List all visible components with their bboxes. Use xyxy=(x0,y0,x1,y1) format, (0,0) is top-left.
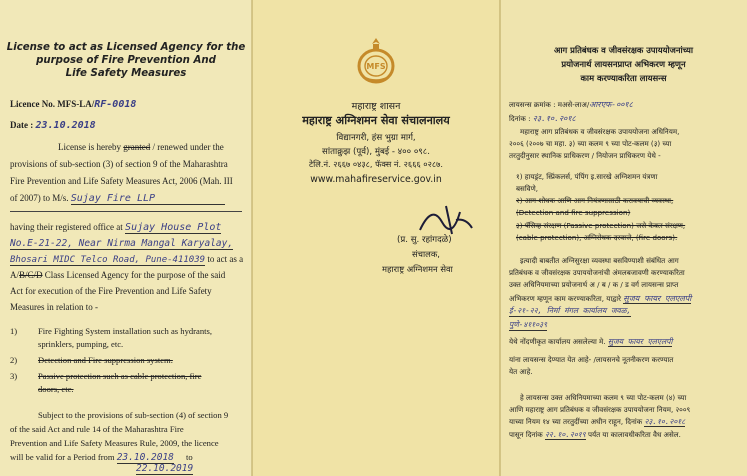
marathi-address-hand-1: ई-२१-२२, निर्मा मंगल कार्यालय जवळ, xyxy=(509,306,632,315)
office-post: to act as a xyxy=(207,254,244,264)
address-hand-1: Sujay House Plot xyxy=(125,222,222,233)
para1-line4 xyxy=(10,193,225,204)
marathi-item-1b: बसविणे, xyxy=(516,184,539,193)
marathi-from-date: २३.१०.२०१८ xyxy=(644,417,686,426)
marathi-item-2: २) आग-शोधक आणि आग नियंत्रणासाठी करावयाची व्यवस्था, xyxy=(516,196,674,205)
marathi-company-hand-2: सुजय फायर एलएलपी xyxy=(607,337,673,346)
fold-line-right xyxy=(499,0,501,476)
fold-line-left xyxy=(251,0,253,476)
marathi-date-row xyxy=(509,113,576,124)
address-hand-3: Bhosari MIDC Telco Road, Pune-411039 xyxy=(10,255,206,265)
company-name-hand: Sujay Fire LLP xyxy=(71,193,225,205)
office-label: having their registered office at xyxy=(10,222,123,232)
item-2-num: 2) xyxy=(10,355,18,365)
act-line: Act for execution of the Fire Prevention and Life Safety xyxy=(10,286,212,296)
subject-line2: of the said Act and rule 14 of the Maharashtra Fire xyxy=(10,424,184,434)
marathi-grant-line2: येत आहे. xyxy=(509,367,533,376)
fire-service-emblem-icon xyxy=(354,34,398,86)
marathi-licence-value: आरएफ-००१८ xyxy=(589,100,633,109)
marathi-para3-line2: आणि महाराष्ट्र आग प्रतिबंधक व जीवसंरक्षक उपाययोजना नियम, २००९ xyxy=(509,405,691,414)
marathi-item-3b: (cable protection), अग्निरोधक दरवाजे, (fire doors). xyxy=(516,233,678,242)
marathi-para1-line3: तरतुदीनुसार स्थानिक प्राधिकरण / नियोजन प्राधिकरण येथे - xyxy=(509,151,661,160)
validity-label: will be valid for a Period from xyxy=(10,452,115,462)
phone-line: टेलि.नं. २६६७ ०४३८, फॅक्स नं. २६६६ ०२८७. xyxy=(309,159,443,169)
marathi-company-hand: सुजय फायर एलएलपी xyxy=(623,294,692,303)
item-1-line2: sprinklers, pumping, etc. xyxy=(38,339,124,349)
marathi-item-2b: (Detection and fire suppression) xyxy=(516,208,631,217)
item-3-line1: Passive protection such as cable protection, fire xyxy=(38,371,202,381)
class-struck: B/C/D xyxy=(19,270,43,280)
measures-line: Measures in relation to - xyxy=(10,302,98,312)
subject-line1: Subject to the provisions of sub-section (4) of section 9 xyxy=(38,410,229,420)
para1-line1 xyxy=(58,142,224,152)
subject-line3: Prevention and Life Safety Measures Rule, 2009, the licence xyxy=(10,438,219,448)
marathi-date-label: दिनांक : xyxy=(509,114,531,123)
licence-date-row xyxy=(10,120,96,131)
validity-row xyxy=(10,452,193,463)
marathi-title-2: प्रयोजनार्थ लायसनप्राप्त अभिकरण म्हणून xyxy=(561,59,686,69)
item-3-line2: doors, etc. xyxy=(38,384,74,394)
item-2-line1: Detection and Fire suppression system. xyxy=(38,355,173,365)
directorate-line: महाराष्ट्र अग्निशमन सेवा संचालनालय xyxy=(302,114,450,127)
item-1-line1: Fire Fighting System installation such as hydrants, xyxy=(38,326,213,336)
licence-number-label: Licence No. MFS-LA/ xyxy=(10,99,95,109)
marathi-para2-line2: प्रतिबंधक व जीवसंरक्षक उपाययोजनांची अंमलबजावणी करण्याकरिता xyxy=(509,268,685,277)
licence-title-line1: License to act as Licensed Agency for the xyxy=(6,42,246,53)
marathi-licence-row xyxy=(509,99,633,110)
blank-line xyxy=(10,211,242,212)
marathi-para2-line1: इत्यादी बाबतीत अग्निसुरक्षा व्यवस्था बसविण्याशी संबंधित आग xyxy=(520,256,679,265)
licence-number-row xyxy=(10,99,136,110)
designation-2: महाराष्ट्र अग्निशमन सेवा xyxy=(382,264,453,274)
marathi-grant-line1: यांना लायसन्स देण्यात येत आहे- /लायसनचे नूतनीकरण करण्यात xyxy=(509,355,674,364)
letterhead-panel xyxy=(252,0,500,476)
class-line xyxy=(10,270,225,280)
marathi-para3-line3-text: याच्या नियम १४ च्या तरतुदींच्या अधीन राहून, दिनांक xyxy=(509,417,643,426)
class-text: Class Licensed Agency for the purpose of the said xyxy=(44,270,226,280)
office-row xyxy=(10,222,221,233)
marathi-office-row xyxy=(509,337,672,347)
licence-title-line3: Life Safety Measures xyxy=(65,68,187,79)
marathi-title-1: आग प्रतिबंधक व जीवसंरक्षक उपाययोजनांच्या xyxy=(553,45,693,55)
address-row-3 xyxy=(10,254,243,265)
marathi-para1-line1: महाराष्ट्र आग प्रतिबंधक व जीवसंरक्षक उपाययोजना अधिनियम, xyxy=(520,127,680,136)
marathi-title-3: काम करण्याकरिता लायसन्स xyxy=(580,73,667,83)
class-a: A/ xyxy=(10,270,19,280)
address-hand-2: No.E-21-22, Near Nirma Mangal Karyalay, xyxy=(10,238,234,249)
marathi-last-line xyxy=(509,430,681,440)
para1-text: License is hereby xyxy=(58,142,121,152)
marathi-last-line-post: पर्यंत या कालावधीकरिता वैध असेल. xyxy=(587,430,681,439)
licence-number-value: RF-0018 xyxy=(94,99,137,110)
marathi-licence-panel xyxy=(500,0,747,476)
emblem-text: MFS xyxy=(366,62,386,71)
marathi-para3-line1: हे लायसन्स उक्त अधिनियमाच्या कलम ९ च्या पोट-कलम (४) च्या xyxy=(520,393,687,402)
address-line2: सांताक्रुझ (पूर्व), मुंबई - ४०० ०९८. xyxy=(322,147,430,157)
marathi-office-label: येथे नोंदणीकृत कार्यालय असलेल्या मे. xyxy=(509,337,606,346)
marathi-to-date: २२.१०.२०१९ xyxy=(544,430,586,439)
to-label: to xyxy=(186,452,193,462)
website-link[interactable]: www.mahafireservice.gov.in xyxy=(310,174,442,185)
marathi-para2-line4-text: अभिकरण म्हणून काम करण्याकरिता, याद्वारे xyxy=(509,294,622,303)
para1-line4-label: of 2007) to M/s. xyxy=(10,193,69,203)
marathi-para1-line2: २००६ (२००७ चा महा. ३) च्या कलम ९ च्या पोट-कलम (३) च्या xyxy=(509,139,672,148)
designation-1: संचालक, xyxy=(412,249,440,259)
granted-struck: granted xyxy=(123,142,151,152)
marathi-para2-line4 xyxy=(509,293,691,304)
address-line1: विद्यानगरी, हंस भुग्रा मार्ग, xyxy=(336,133,416,143)
marathi-licence-label: लायसन्स क्रमांक : मअसे-लाअ/ xyxy=(509,100,590,109)
marathi-item-3: ३) पॅसिव्ह संरक्षण (Passive protection) जसे केबल संरक्षण, xyxy=(516,221,686,230)
licence-date-value: 23.10.2018 xyxy=(35,120,96,131)
marathi-item-1: १) हायड्रंट, स्प्रिंकलर्स, पंपिंग इ.सारखे अग्निशमन यंत्रणा xyxy=(516,172,658,181)
licence-date-label: Date : xyxy=(10,120,34,130)
english-licence-panel xyxy=(0,0,252,476)
marathi-para2-line3: उक्त अधिनियमाच्या प्रयोजनार्थ अ / ब / क / ड वर्ग लायसन्स प्राप्त xyxy=(509,280,679,289)
valid-from-date: 23.10.2018 xyxy=(116,452,174,463)
signatory-name: (प्र. सु. रहांगदळे) xyxy=(397,235,452,245)
marathi-address-hand-2: पुणे-४११०३९ xyxy=(509,320,548,329)
valid-to-date: 22.10.2019 xyxy=(136,463,194,474)
government-line: महाराष्ट्र शासन xyxy=(351,101,401,112)
para1-text-post: / renewed under the xyxy=(152,142,224,152)
marathi-date-value: २३.१०.२०१८ xyxy=(532,114,576,123)
para1-line2: provisions of sub-section (3) of section 9 of the Maharashtra xyxy=(10,159,228,169)
marathi-para3-line3 xyxy=(509,417,685,427)
licence-title-line2: purpose of Fire Prevention And xyxy=(36,55,216,66)
para1-line3: Fire Prevention and Life Safety Measures Act, 2006 (Mah. III xyxy=(10,176,233,186)
item-1-num: 1) xyxy=(10,326,18,336)
item-3-num: 3) xyxy=(10,371,18,381)
marathi-last-line-pre: पासून दिनांक xyxy=(509,430,543,439)
